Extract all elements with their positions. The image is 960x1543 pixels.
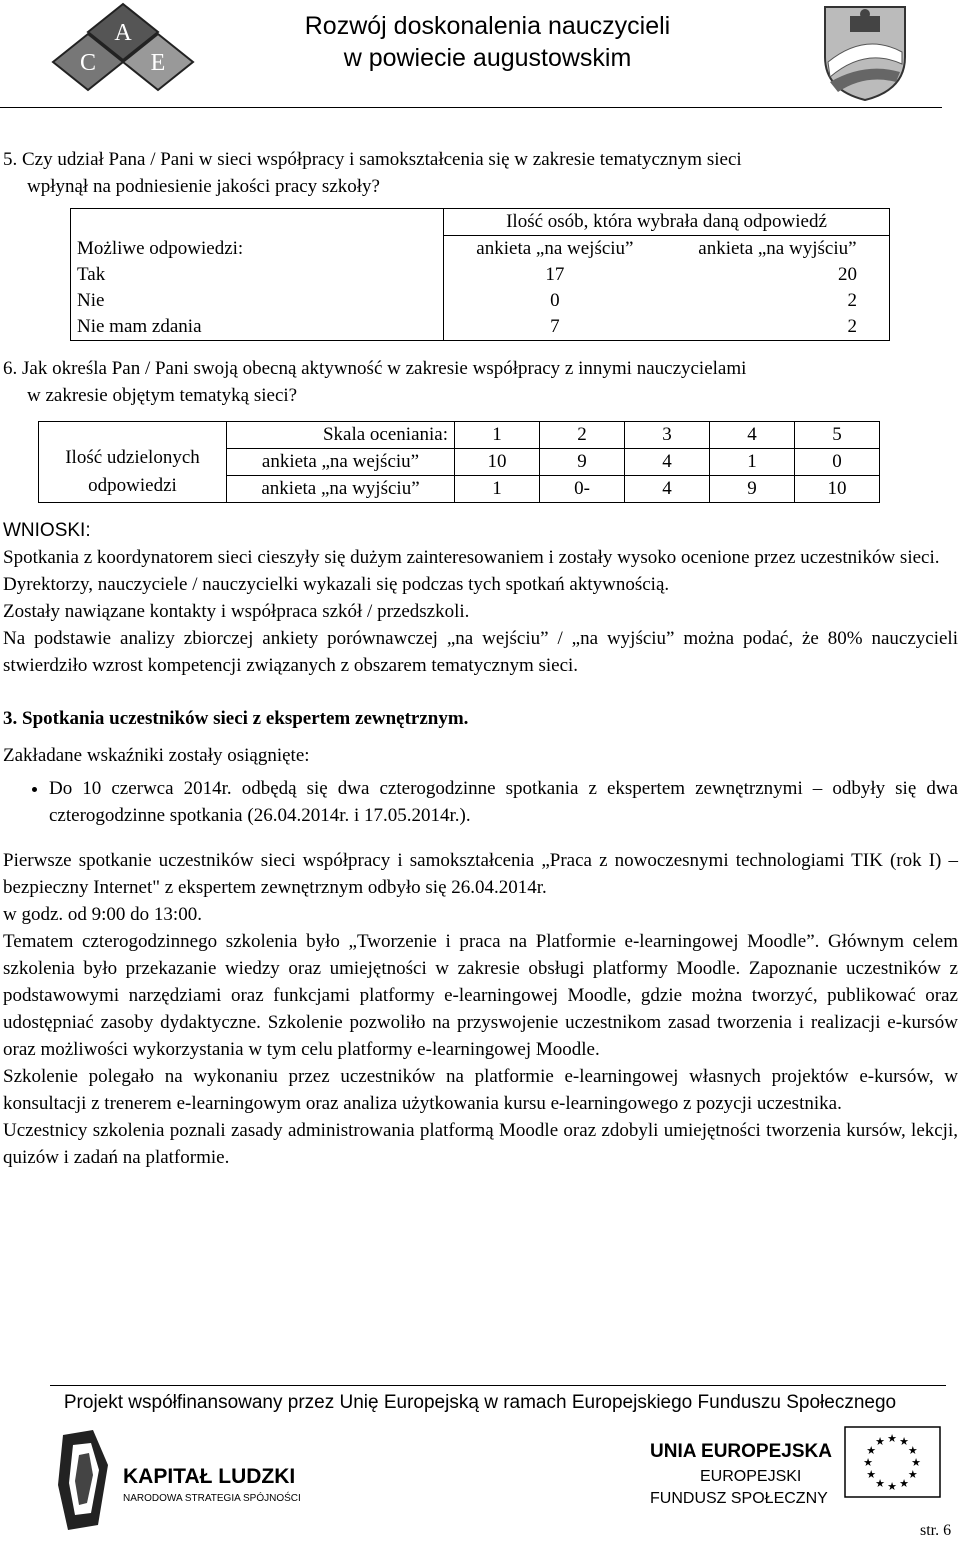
q6-cell: 10	[455, 449, 540, 476]
q6-table	[38, 421, 880, 503]
conclusions-p4: Na podstawie analizy zbiorczej ankiety porównawczej „na wejściu” / „na wyjściu” można podać, że 80% nauczycieli stwierdziło wzrost kompetencji związanych z obszarem tematycznym sieci.	[3, 628, 958, 676]
q6-question-line1: 6. Jak określa Pan / Pani swoją obecną aktywność w zakresie współpracy z innymi nauczycielami	[3, 358, 747, 379]
eu-star: ★	[875, 1436, 885, 1449]
q6-scale-1: 1	[455, 422, 540, 449]
q5-row-header: Możliwe odpowiedzi:	[77, 237, 244, 259]
q6-cell: 10	[795, 476, 880, 503]
q6-cell: 4	[625, 449, 710, 476]
q5-row-label: Nie mam zdania	[77, 316, 202, 337]
conclusions-p1: Spotkania z koordynatorem sieci cieszyły się dużym zainteresowaniem i zostały wysoko ocenione przez uczestników sieci.	[3, 547, 940, 568]
q5-cell-in: 0	[444, 288, 666, 314]
q5-cell-in: 17	[444, 262, 666, 288]
q6-scale-5: 5	[795, 422, 880, 449]
header-divider	[0, 107, 942, 108]
eu-star: ★	[866, 1445, 877, 1457]
eu-efs-logo	[640, 1425, 945, 1530]
q5-table	[70, 208, 890, 341]
q5-question-line1: 5. Czy udział Pana / Pani w sieci współpracy i samokształcenia się w zakresie tematycznym sieci	[3, 149, 742, 170]
header-title	[210, 10, 765, 74]
list-item: • Do 10 czerwca 2014r. odbędą się dwa czterogodzinne spotkania z ekspertem zewnętrznymi – odbyły się dwa czterogodzinne spotkania (26.04.2014r. i 17.05.2014r.).	[49, 775, 958, 829]
q5-question-line2: wpłynął na podniesienie jakości pracy szkoły?	[27, 176, 380, 197]
q6-cell: 1	[455, 476, 540, 503]
page-header	[0, 0, 960, 110]
eu-star: ★	[875, 1477, 885, 1490]
indicator-list	[3, 775, 958, 829]
q6-side-label	[39, 422, 227, 503]
q5-cell-out: 20	[838, 264, 857, 285]
q6-scale-2: 2	[540, 422, 625, 449]
eu-star: ★	[866, 1469, 877, 1481]
footer-divider	[50, 1385, 946, 1386]
q5-col-in: ankieta „na wejściu”	[444, 236, 666, 263]
section3-p4: Uczestnicy szkolenia poznali zasady administrowania platformą Moodle oraz zdobyli umiejętności tworzenia kursów, lekcji, quizów i zadań na platformie.	[3, 1120, 958, 1168]
q6-cell: 0	[795, 449, 880, 476]
eu-star: ★	[907, 1445, 918, 1457]
q5-cell-out: 2	[847, 290, 857, 311]
ue-line2: EUROPEJSKI	[700, 1468, 802, 1485]
kl-title: KAPITAŁ LUDZKI	[123, 1465, 296, 1488]
kapital-ludzki-logo	[53, 1425, 303, 1535]
section3-p2: Tematem czterogodzinnego szkolenia było „Tworzenie i praca na Platformie e-learningowej Moodle”. Głównym celem szkolenia było przekazanie wiedzy oraz umiejętności w zakresie obsługi platformy Moodle. Zapoznanie uczestników z podstawowymi narzędziami oraz funkcjami platformy e-learningowej Moodle, gdzie można tworzyć, publikować oraz udostępniać zasoby dydaktyczne. Szkolenie pozwoliło na przyswojenie uczestnikom zasad tworzenia i realizacji e-kursów oraz możliwości wykorzystania w tym celu platformy e-learningowej Moodle.	[3, 931, 958, 1060]
q6-cell: 0-	[540, 476, 625, 503]
header-title-line2: w powiecie augustowskim	[343, 44, 632, 72]
q5-row-label: Tak	[77, 264, 106, 285]
table-row	[71, 288, 890, 314]
q6-scale-label: Skala oceniania:	[227, 422, 455, 449]
eu-star: ★	[899, 1477, 909, 1490]
table-row	[71, 262, 890, 288]
document-body	[3, 146, 958, 1171]
conclusions-heading: WNIOSKI:	[3, 520, 91, 541]
logo-letter-e: E	[150, 50, 166, 76]
q6-row-in-label: ankieta „na wejściu”	[227, 449, 455, 476]
logo-letter-a: A	[114, 20, 132, 46]
q6-scale-4: 4	[710, 422, 795, 449]
cae-logo	[48, 2, 198, 97]
conclusions-p3: Zostały nawiązane kontakty i współpraca szkół / przedszkoli.	[3, 601, 470, 622]
ue-line3: FUNDUSZ SPOŁECZNY	[650, 1490, 828, 1507]
eu-star: ★	[863, 1457, 873, 1469]
eu-star: ★	[911, 1457, 921, 1469]
q6-side-label-line1: Ilość udzielonych	[65, 447, 200, 468]
eu-star: ★	[899, 1436, 909, 1449]
q6-cell: 9	[710, 476, 795, 503]
q6-cell: 4	[625, 476, 710, 503]
section3-p1: Pierwsze spotkanie uczestników sieci współpracy i samokształcenia „Praca z nowoczesnymi technologiami TIK (rok I) – bezpieczny Internet" z ekspertem zewnętrznym odbyło się 26.04.2014r.	[3, 850, 958, 898]
kl-subtitle: NARODOWA STRATEGIA SPÓJNOŚCI	[123, 1493, 301, 1504]
q5-cell-out: 2	[847, 316, 857, 337]
county-crest-icon	[820, 2, 910, 102]
q6-cell: 9	[540, 449, 625, 476]
q6-side-label-line2: odpowiedzi	[88, 475, 177, 496]
eu-star: ★	[887, 1433, 897, 1445]
q6-row-out-label: ankieta „na wyjściu”	[227, 476, 455, 503]
eu-star: ★	[907, 1469, 918, 1481]
page-number: str. 6	[920, 1522, 952, 1539]
q6-scale-3: 3	[625, 422, 710, 449]
q5-row-label: Nie	[77, 290, 105, 311]
header-title-line1: Rozwój doskonalenia nauczycieli	[304, 12, 671, 40]
q5-col-out: ankieta „na wyjściu”	[666, 236, 890, 263]
q6-question-line2: w zakresie objętym tematyką sieci?	[27, 385, 298, 406]
q6-cell: 1	[710, 449, 795, 476]
eu-star: ★	[887, 1481, 897, 1493]
section3-indicators-label: Zakładane wskaźniki zostały osiągnięte:	[3, 745, 310, 766]
section3-p1b: w godz. od 9:00 do 13:00.	[3, 904, 202, 925]
section3-heading: 3. Spotkania uczestników sieci z ekspertem zewnętrznym.	[3, 708, 469, 729]
conclusions-p2: Dyrektorzy, nauczyciele / nauczycielki wykazali się podczas tych spotkań aktywnością.	[3, 574, 670, 595]
q5-group-header: Ilość osób, która wybrała daną odpowiedź	[444, 209, 890, 236]
logo-letter-c: C	[79, 50, 97, 76]
table-row	[71, 314, 890, 341]
q5-cell-in: 7	[444, 314, 666, 341]
footer-text: Projekt współfinansowany przez Unię Europejską w ramach Europejskiego Funduszu Społecznego	[63, 1392, 897, 1413]
section3-p3: Szkolenie polegało na wykonaniu przez uczestników na platformie e-learningowej własnych projektów e-kursów, w konsultacji z trenerem e-learningowym oraz analiza użytkowania kursu e-learningowego z pozycji uczestnika.	[3, 1066, 958, 1114]
ue-line1: UNIA EUROPEJSKA	[650, 1441, 832, 1462]
